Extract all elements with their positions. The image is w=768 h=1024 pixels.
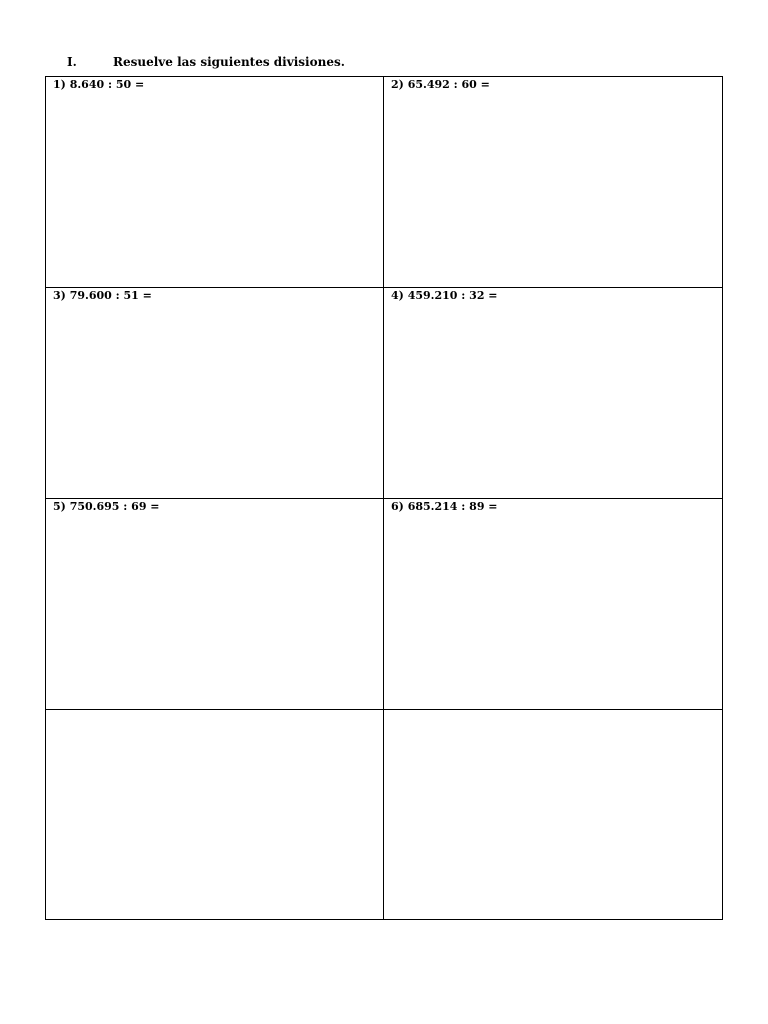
exercise-cell-6 <box>384 499 722 710</box>
problem-2-label: 2) 65.492 : 60 = <box>391 78 490 91</box>
exercise-cell-4 <box>384 288 722 499</box>
exercise-cell-5 <box>46 499 384 710</box>
section-numeral: I. <box>67 55 77 69</box>
exercise-cell-1 <box>46 77 384 288</box>
exercise-cell-7-empty <box>46 710 384 919</box>
problem-3-label: 3) 79.600 : 51 = <box>53 289 152 302</box>
exercise-cell-3 <box>46 288 384 499</box>
exercise-cell-2 <box>384 77 722 288</box>
section-instruction: Resuelve las siguientes divisiones. <box>113 55 345 69</box>
problem-1-label: 1) 8.640 : 50 = <box>53 78 145 91</box>
problem-4-label: 4) 459.210 : 32 = <box>391 289 498 302</box>
problem-5-label: 5) 750.695 : 69 = <box>53 500 160 513</box>
problem-6-label: 6) 685.214 : 89 = <box>391 500 498 513</box>
exercise-cell-8-empty <box>384 710 722 919</box>
exercise-grid <box>45 76 723 920</box>
